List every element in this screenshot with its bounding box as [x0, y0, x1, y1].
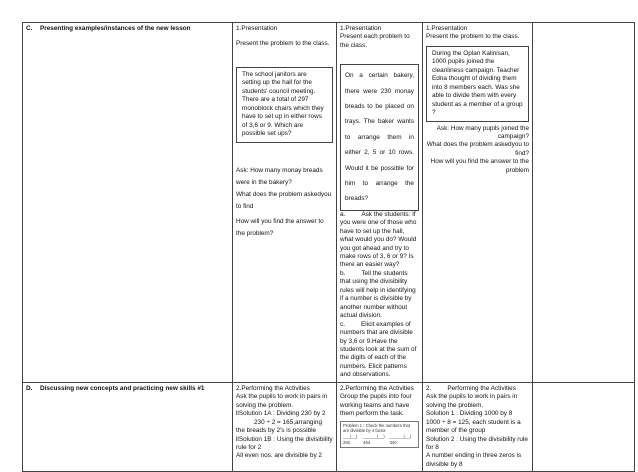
c2-question-3: How will you find the answer to the problem? — [236, 218, 324, 238]
c4-heading: 1.Presentation — [426, 25, 468, 32]
c4-question-2: What does the problem askedyou to find? — [426, 141, 529, 157]
c2-problem-text: The school janitors are setting up the hall for the students' council meeting. There are a total of 297 monoblock chairs which they have to set up in either rows of 3,6 or 9. Which are possible set ups? — [242, 70, 324, 138]
row-d-col4-cell — [423, 382, 533, 472]
lesson-plan-table — [22, 22, 635, 472]
c2-question-1: Ask: How many monay breads were in the bakery? — [236, 166, 323, 186]
c3-item-c — [340, 321, 419, 380]
d3-worksheet-items — [343, 434, 416, 446]
c3-intro: Present each problem to the class. — [340, 33, 410, 49]
c2-heading: 1.Presentation — [236, 25, 278, 32]
row-d-label: Discussing new concepts and practicing new skills #1 — [40, 384, 205, 392]
d4-num: 2. — [426, 384, 432, 392]
c3-item-a-letter: a. — [340, 210, 346, 218]
c2-problem-box — [236, 67, 333, 143]
d2-line-3: llSolution 1A : Dividing 230 by 2 — [236, 410, 326, 418]
c3-item-a — [340, 211, 419, 270]
c3-heading: 1.Presentation — [340, 25, 382, 32]
c3-item-b-text: Tell the students that using the divisibility rules will help in identifying if a number is divisible by another number without actual division. — [340, 269, 416, 320]
c4-problem-box — [426, 46, 529, 122]
c3-item-b-letter: b. — [340, 269, 346, 277]
row-d-letter: D. — [26, 384, 33, 392]
d4-line-1 — [426, 385, 529, 393]
d3-line-2: Group the pupils into four working teams and have them perform the task. — [340, 393, 412, 418]
c3-problem-text: On a certain bakery, there were 230 monay breads to be placed on trays. The baker wants to arrange them in either 2, 5 or 10 rows. Would it be possible for him to arrange the breads? — [345, 72, 414, 203]
row-c-col3-cell — [337, 23, 423, 383]
c3-item-b — [340, 270, 419, 321]
row-c-col4-cell — [423, 23, 533, 383]
d2-line-7: All even nos. are divisible by 2 — [236, 452, 322, 460]
d3-worksheet-item-c: ______(__) 340 — [389, 434, 411, 446]
d4-line-6: A number ending in three zeros is divisible by 8 — [426, 452, 522, 468]
d4-line-4: 1000 ÷ 8 = 125, each student is a member of the group — [426, 418, 521, 435]
row-c-col2-cell — [233, 23, 337, 383]
row-c-col5-cell — [533, 23, 635, 383]
d3-worksheet-item-a: ___(__) 282 — [343, 434, 358, 446]
table-row-d — [23, 382, 635, 472]
d3-line-1: 2.Performing the Activities — [340, 384, 414, 392]
row-d-label-cell — [23, 382, 233, 472]
d2-line-2: Ask the pupils to work in pairs in solving the problem. — [236, 393, 328, 409]
table-row-c — [23, 23, 635, 383]
row-d-col5-cell — [533, 382, 635, 472]
d2-line-5: the breads by 2's is possible — [236, 427, 317, 435]
d4-line-2: Ask the pupils to work in pairs in solving the problem. — [426, 393, 518, 409]
c3-item-c-text: Elicit examples of numbers that are divisible by 3,6 or 9.Have the students look at the sum of the digits of each of the numbers. Elicit patterns and observations. — [340, 320, 417, 379]
c4-problem-text: During the Oplan Kalinisan, 1000 pupils joined the cleanliness campaign. Teacher Edna thought of dividing them into 8 members each. Was she able to divide them with every student as a member of a group ? — [432, 49, 523, 117]
d3-worksheet-item-b: ______(__) 464 — [363, 434, 385, 446]
d2-line-6: llSolution 1B : Using the divisibility rule for 2 — [236, 435, 333, 451]
row-d-col3-cell — [337, 382, 423, 472]
row-d-col2-cell — [233, 382, 337, 472]
c4-question-3: How will you find the answer to the problem — [430, 158, 529, 174]
c4-intro: Present the problem to the class. — [426, 33, 520, 41]
d3-worksheet-image — [340, 421, 419, 449]
d4-line-5: Solution 2 : Using the divisibility rule for 8 — [426, 435, 528, 451]
d4-line-3: Solution 1 : Dividing 1000 by 8 — [426, 410, 513, 418]
c3-problem-box — [340, 64, 419, 210]
row-c-label: Presenting examples/instances of the new lesson — [40, 25, 191, 32]
row-c-letter: C. — [26, 25, 33, 32]
c4-question-1: Ask: How many pupils joined the campaign? — [436, 124, 529, 140]
c3-item-a-text: Ask the students: If you were one of those who have to set up the hall, what would you do? Would you got ahead and try to make rows of 3, 6 or 9? Is there an easier way? — [340, 210, 417, 269]
d2-line-4: 230 ÷ 2 = 165,arranging — [254, 418, 322, 426]
row-c-label-cell — [23, 23, 233, 383]
c2-question-2: What does the problem askedyou to find — [236, 190, 332, 211]
d4-heading: Performing the Activities — [447, 384, 516, 392]
c3-item-c-letter: c. — [340, 320, 345, 328]
d3-worksheet-title: Problem 1 : Check the numbers that are divisible by 4 factor — [343, 422, 411, 434]
d2-line-1: 2.Performing the Activities — [236, 384, 310, 392]
c2-intro: Present the problem to the class. — [236, 40, 330, 48]
